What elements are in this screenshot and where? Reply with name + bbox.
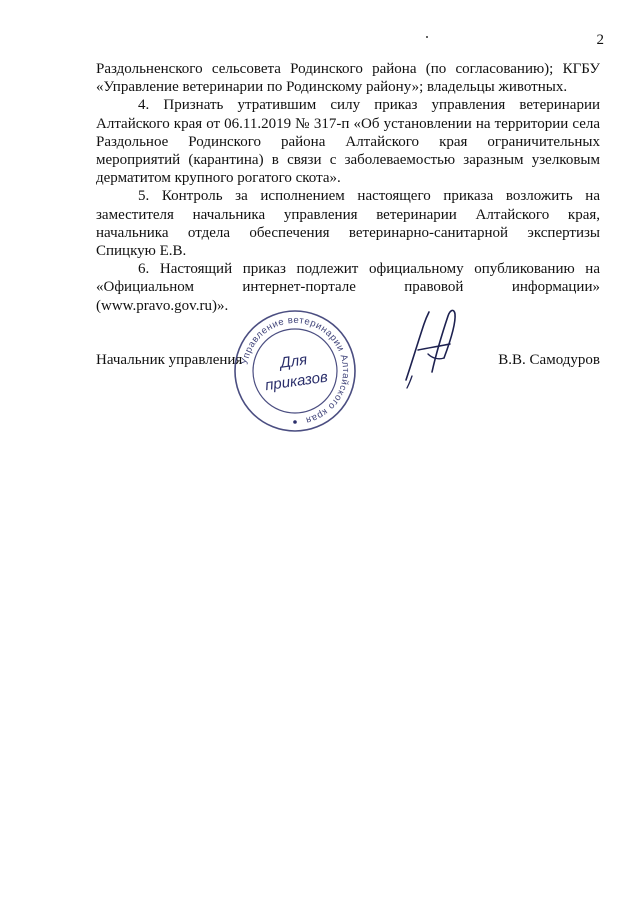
signatory-name: В.В. Самодуров — [498, 352, 600, 368]
stamp-dot — [293, 420, 297, 424]
official-stamp — [232, 308, 358, 434]
paragraph-6: 6. Настоящий приказ подлежит официальному опубликованию на «Официальном интернет-портале правовой информации» (www.pravo.gov.ru)». — [96, 261, 600, 314]
document-body — [96, 60, 600, 315]
signatory-title: Начальник управления — [96, 352, 243, 368]
paragraph-4: 4. Признать утратившим силу приказ управления ветеринарии Алтайского края от 06.11.2019 № 317-п «Об установлении на территории села Раздольное Родинского района Алтайского края ограничительных мероприятий (карантина) в связи с заболеваемостью заразным узелковым дерматитом крупного рогатого скота». — [96, 97, 600, 187]
svg-text:Управление ветеринарии Алтайск — [239, 315, 351, 426]
page-number: 2 — [596, 32, 604, 48]
stamp-ring-text: Управление ветеринарии Алтайского края — [239, 314, 352, 426]
stamp-center-line1: Для — [279, 351, 309, 372]
stray-dot — [426, 36, 428, 38]
stamp-center-line2: приказов — [264, 368, 329, 395]
handwritten-signature — [398, 302, 464, 390]
paragraph-5: 5. Контроль за исполнением настоящего приказа возложить на заместителя начальника управления ветеринарии Алтайского края, начальника отдела обеспечения ветеринарно-санитарной экспертизы Спицкую Е.В. — [96, 188, 600, 260]
paragraph-continuation: Раздольненского сельсовета Родинского района (по согласованию); КГБУ «Управление ветеринарии по Родинскому району»; владельцы животных. — [96, 61, 600, 96]
